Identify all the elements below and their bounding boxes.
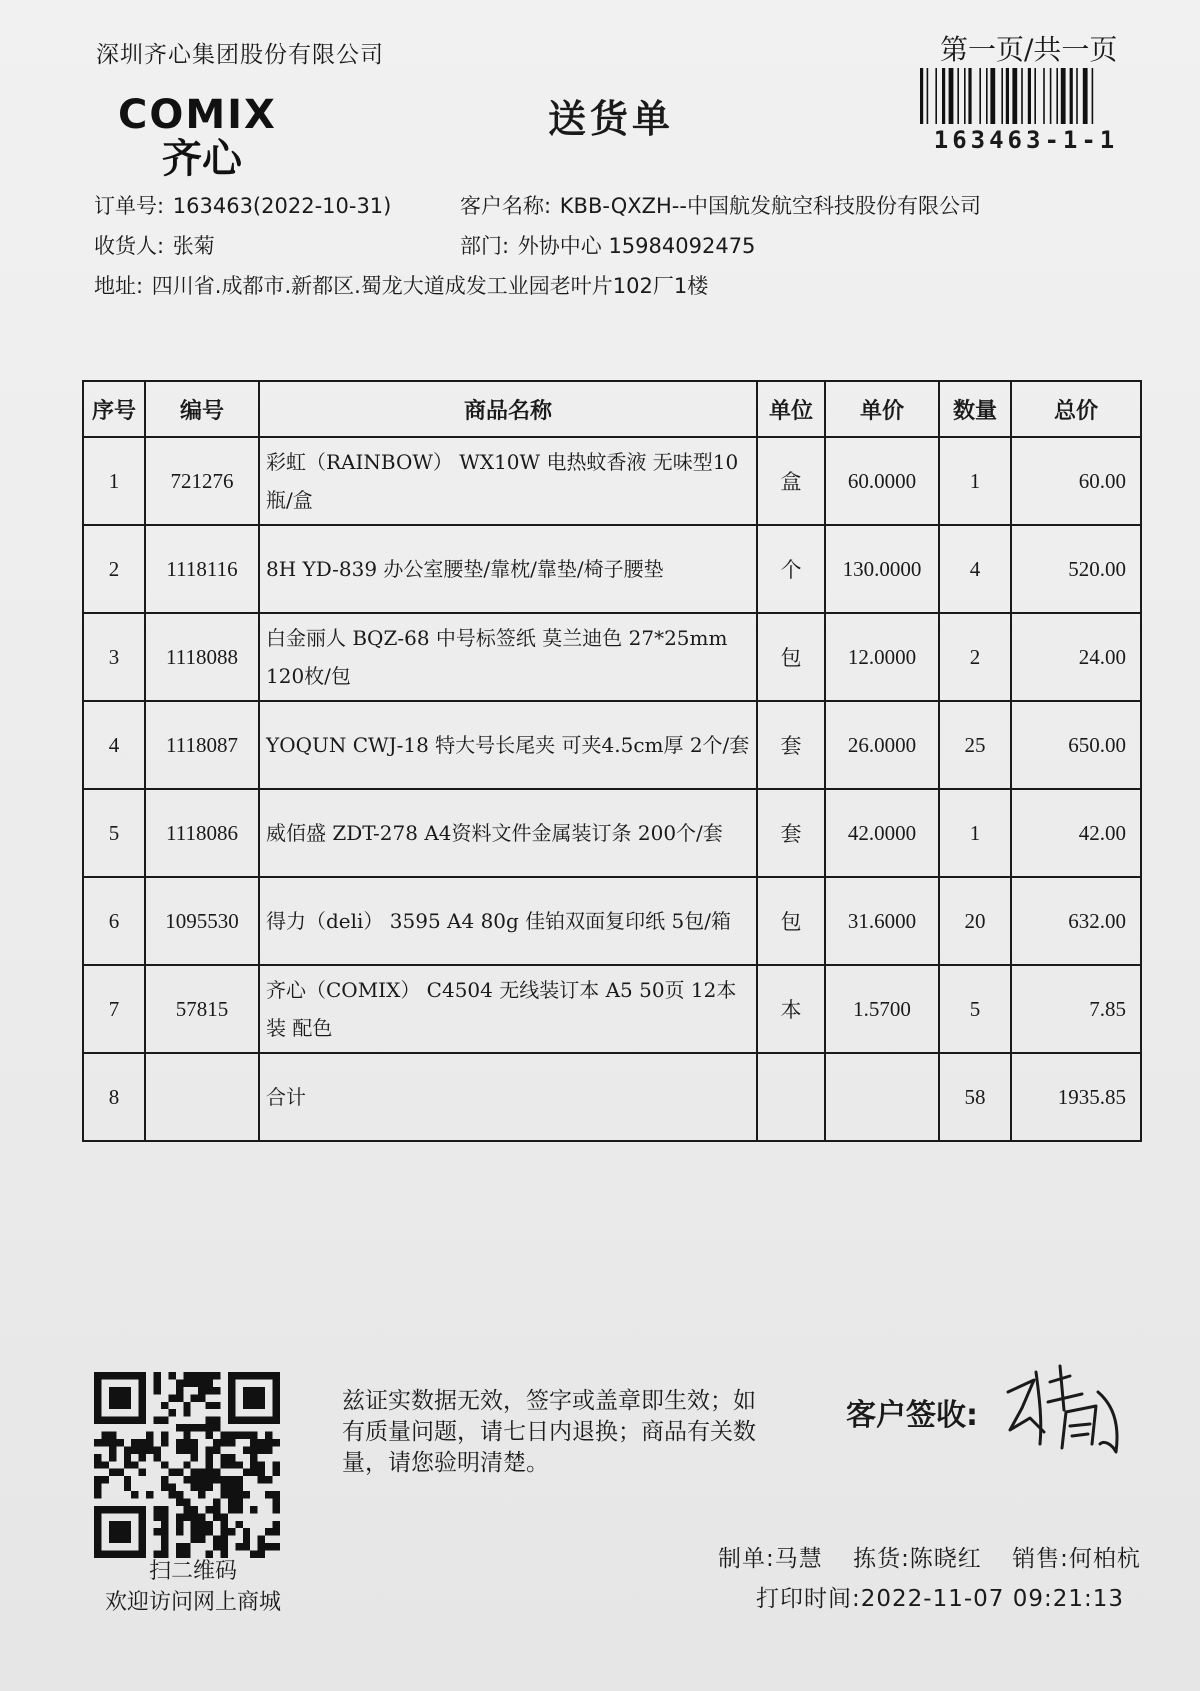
item-qty: 2 (939, 613, 1011, 701)
item-price: 1.5700 (825, 965, 939, 1053)
item-unit: 本 (757, 965, 825, 1053)
staff-line (718, 1540, 1141, 1573)
item-code: 1118086 (145, 789, 259, 877)
customer-name-label: 客户名称: (460, 194, 552, 218)
item-qty: 1 (939, 789, 1011, 877)
row-number: 1 (83, 437, 145, 525)
item-total: 7.85 (1011, 965, 1141, 1053)
address-value: 四川省.成都市.新都区.蜀龙大道成发工业园老叶片102厂1楼 (151, 274, 709, 298)
customer-sign-label: 客户签收: (846, 1398, 978, 1433)
table-row (83, 525, 1141, 613)
column-header: 单位 (757, 381, 825, 437)
table-row (83, 701, 1141, 789)
item-code: 1118116 (145, 525, 259, 613)
item-unit: 包 (757, 613, 825, 701)
item-name: 威佰盛 ZDT-278 A4资料文件金属装订条 200个/套 (259, 789, 757, 877)
item-price: 31.6000 (825, 877, 939, 965)
item-code: 1095530 (145, 877, 259, 965)
row-number: 8 (83, 1053, 145, 1141)
row-number: 5 (83, 789, 145, 877)
column-header: 单价 (825, 381, 939, 437)
item-total: 42.00 (1011, 789, 1141, 877)
print-time: 打印时间:2022-11-07 09:21:13 (756, 1586, 1125, 1612)
svg-text:COMIX: COMIX (118, 92, 277, 138)
item-unit: 套 (757, 701, 825, 789)
row-number: 4 (83, 701, 145, 789)
item-qty: 1 (939, 437, 1011, 525)
item-price: 42.0000 (825, 789, 939, 877)
item-unit: 个 (757, 525, 825, 613)
order-number-value: 163463(2022-10-31) (172, 194, 392, 218)
item-unit: 包 (757, 877, 825, 965)
receiver (94, 230, 215, 260)
table-header-row (83, 381, 1141, 437)
column-header: 编号 (145, 381, 259, 437)
column-header: 总价 (1011, 381, 1141, 437)
table-row (83, 437, 1141, 525)
item-code (145, 1053, 259, 1141)
barcode-number: 163463-1-1 (933, 126, 1119, 154)
item-total: 650.00 (1011, 701, 1141, 789)
department (460, 230, 755, 260)
row-number: 6 (83, 877, 145, 965)
item-qty: 5 (939, 965, 1011, 1053)
item-name: 彩虹（RAINBOW） WX10W 电热蚊香液 无味型10瓶/盒 (259, 437, 757, 525)
document-title: 送货单 (548, 97, 675, 141)
item-unit: 盒 (757, 437, 825, 525)
qr-caption (86, 1556, 300, 1618)
address (94, 270, 708, 300)
item-code: 57815 (145, 965, 259, 1053)
item-price: 130.0000 (825, 525, 939, 613)
staff-maker: 制单:马慧 (718, 1546, 823, 1572)
table-row (83, 613, 1141, 701)
qr-caption-line-2: 欢迎访问网上商城 (104, 1590, 281, 1615)
table-row (83, 877, 1141, 965)
qr-code-icon (94, 1372, 280, 1558)
order-number (94, 190, 391, 220)
receiver-value: 张菊 (172, 234, 215, 258)
summary-label: 合计 (259, 1053, 757, 1141)
company-name: 深圳齐心集团股份有限公司 (96, 42, 384, 68)
item-code: 1118087 (145, 701, 259, 789)
item-price: 12.0000 (825, 613, 939, 701)
summary-row (83, 1053, 1141, 1141)
table-row (83, 789, 1141, 877)
item-price (825, 1053, 939, 1141)
total-qty: 58 (939, 1053, 1011, 1141)
item-total: 24.00 (1011, 613, 1141, 701)
department-label: 部门: (460, 234, 510, 258)
column-header: 数量 (939, 381, 1011, 437)
item-code: 1118088 (145, 613, 259, 701)
item-total: 520.00 (1011, 525, 1141, 613)
customer-name (460, 190, 981, 220)
item-unit: 套 (757, 789, 825, 877)
address-label: 地址: (94, 274, 144, 298)
item-name: YOQUN CWJ-18 特大号长尾夹 可夹4.5cm厚 2个/套 (259, 701, 757, 789)
item-name: 白金丽人 BQZ-68 中号标签纸 莫兰迪色 27*25mm 120枚/包 (259, 613, 757, 701)
row-number: 2 (83, 525, 145, 613)
item-total: 60.00 (1011, 437, 1141, 525)
column-header: 序号 (83, 381, 145, 437)
item-name: 齐心（COMIX） C4504 无线装订本 A5 50页 12本装 配色 (259, 965, 757, 1053)
item-qty: 25 (939, 701, 1011, 789)
customer-name-value: KBB-QXZH--中国航发航空科技股份有限公司 (559, 194, 981, 218)
qr-caption-line-1: 扫二维码 (148, 1559, 237, 1584)
signature-icon (1000, 1352, 1130, 1462)
page-indicator: 第一页/共一页 (940, 33, 1118, 66)
column-header: 商品名称 (259, 381, 757, 437)
grand-total: 1935.85 (1011, 1053, 1141, 1141)
item-name: 8H YD-839 办公室腰垫/靠枕/靠垫/椅子腰垫 (259, 525, 757, 613)
row-number: 7 (83, 965, 145, 1053)
item-total: 632.00 (1011, 877, 1141, 965)
barcode-icon (920, 68, 1132, 124)
item-price: 60.0000 (825, 437, 939, 525)
staff-sales: 销售:何柏杭 (1012, 1546, 1141, 1572)
department-value: 外协中心 15984092475 (517, 234, 756, 258)
row-number: 3 (83, 613, 145, 701)
item-name: 得力（deli） 3595 A4 80g 佳铂双面复印纸 5包/箱 (259, 877, 757, 965)
order-number-label: 订单号: (94, 194, 165, 218)
items-table (82, 380, 1142, 1142)
item-qty: 20 (939, 877, 1011, 965)
item-price: 26.0000 (825, 701, 939, 789)
receiver-label: 收货人: (94, 234, 165, 258)
item-unit (757, 1053, 825, 1141)
staff-picker: 拣货:陈晓红 (853, 1546, 982, 1572)
item-code: 721276 (145, 437, 259, 525)
comix-logo (118, 92, 358, 182)
svg-text:齐心: 齐心 (162, 136, 242, 182)
notice-text: 兹证实数据无效，签字或盖章即生效；如有质量问题，请七日内退换；商品有关数量，请您验明清楚。 (342, 1388, 756, 1476)
table-row (83, 965, 1141, 1053)
item-qty: 4 (939, 525, 1011, 613)
